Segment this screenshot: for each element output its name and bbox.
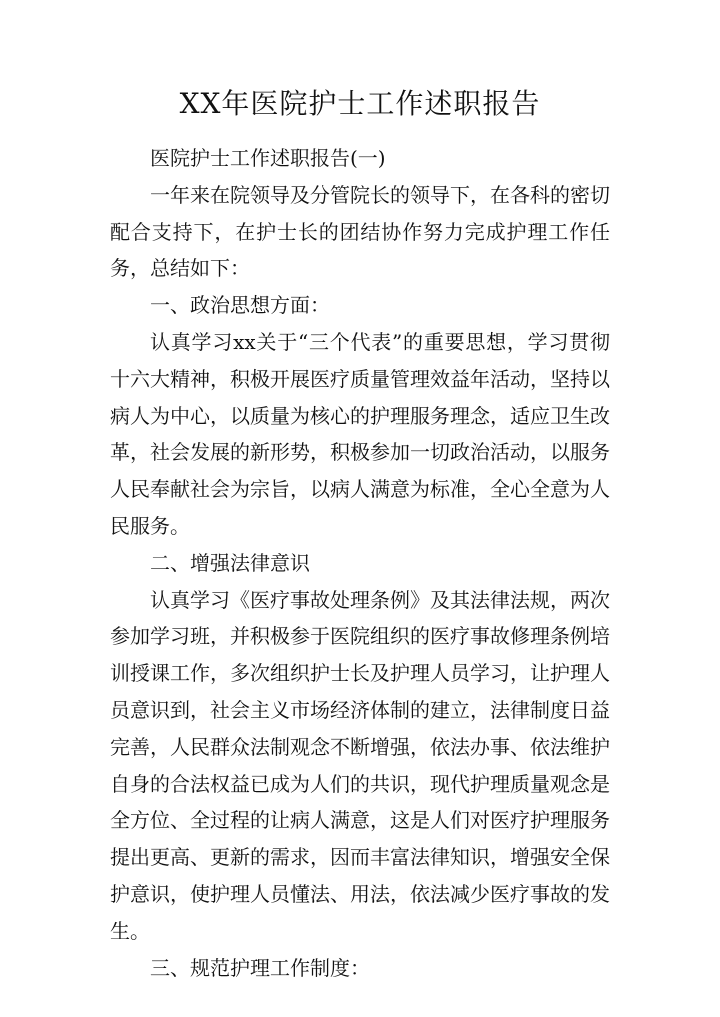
paragraph-report-subtitle: 医院护士工作述职报告(一): [150, 146, 386, 170]
section-heading-regulations: 三、规范护理工作制度：: [150, 955, 370, 980]
section-heading-legal: 二、增强法律意识: [150, 550, 310, 575]
section-heading-political: 一、政治思想方面：: [150, 293, 330, 318]
document-title: XX年医院护士工作述职报告: [179, 87, 541, 120]
paragraph-political: 认真学习xx关于“三个代表”的重要思想，学习贯彻十六大精神，积极开展医疗质量管理效益年活动，坚持以病人为中心，以质量为核心的护理服务理念，适应卫生改革，社会发展的新形势，积极参加一切政治活动，以服务人民奉献社会为宗旨，以病人满意为标准，全心全意为人民服务。: [110, 329, 610, 538]
paragraph-intro: 一年来在院领导及分管院长的领导下，在各科的密切配合支持下，在护士长的团结协作努力完成护理工作任务，总结如下：: [110, 182, 610, 281]
document-body: [110, 140, 610, 986]
paragraph-legal: 认真学习《医疗事故处理条例》及其法律法规，两次参加学习班，并积极参于医院组织的医疗事故修理条例培训授课工作，多次组织护士长及护理人员学习，让护理人员意识到，社会主义市场经济体制的建立，法律制度日益完善，人民群众法制观念不断增强，依法办事、依法维护自身的合法权益已成为人们的共识，现代护理质量观念是全方位、全过程的让病人满意，这是人们对医疗护理服务提出更高、更新的需求，因而丰富法律知识，增强安全保护意识，使护理人员懂法、用法，依法减少医疗事故的发生。: [110, 587, 610, 943]
